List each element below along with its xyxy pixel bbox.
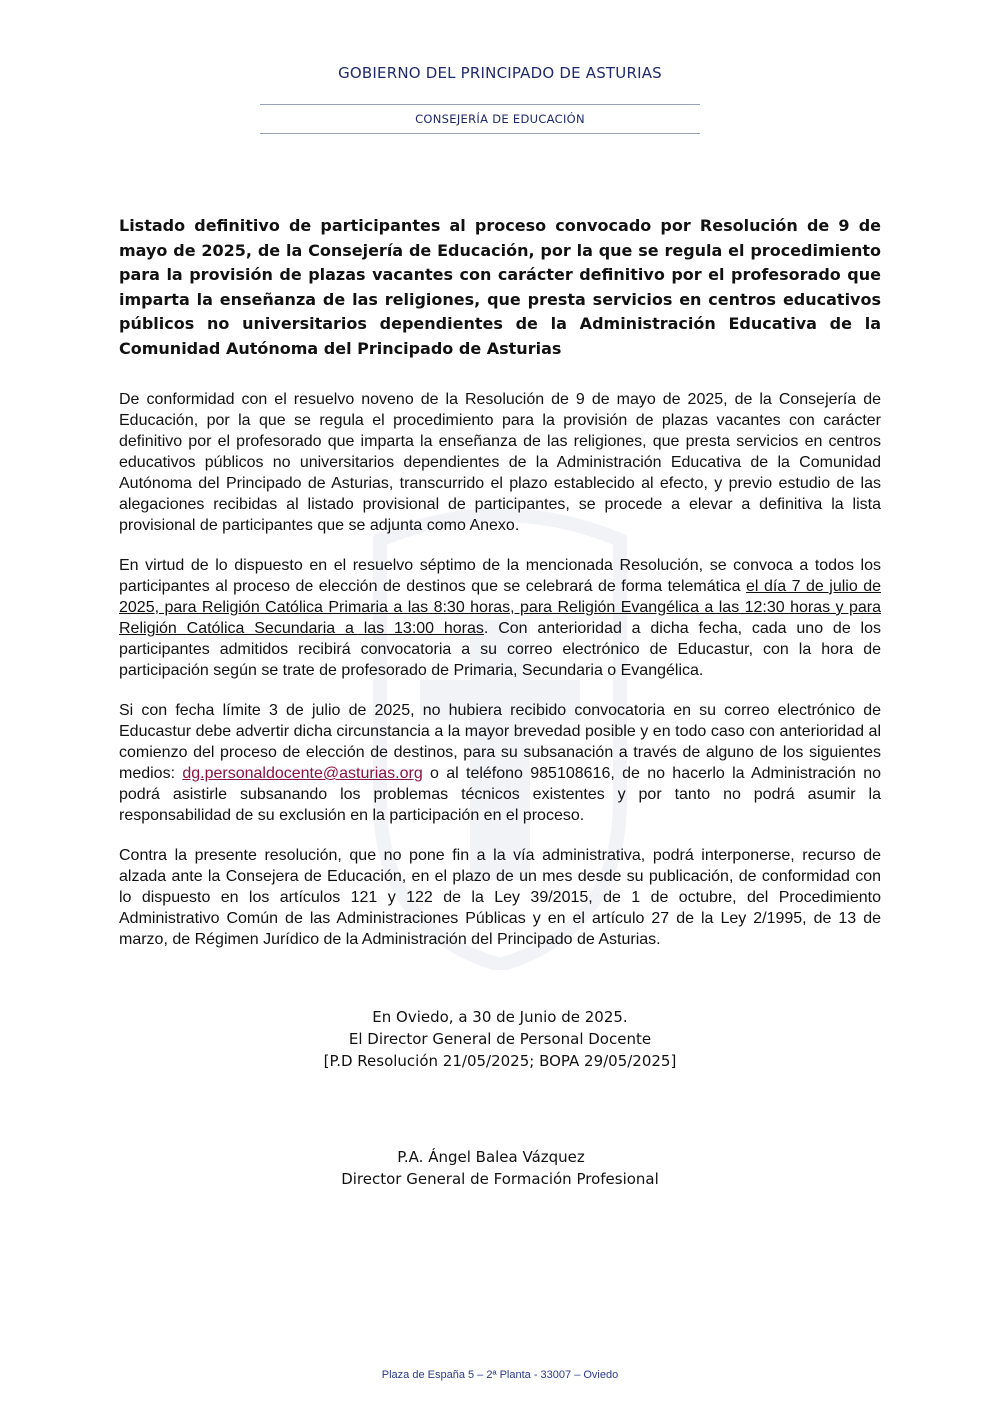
signer-role: Director General de Formación Profesional (341, 1170, 659, 1188)
header-rule-top (260, 104, 700, 105)
document-body (119, 214, 881, 969)
footer-address: Plaza de España 5 – 2ª Planta - 33007 – Oviedo (381, 1369, 619, 1381)
signer-name: P.A. Ángel Balea Vázquez (397, 1148, 585, 1166)
paragraph-4: Contra la presente resolución, que no pone fin a la vía administrativa, podrá interponerse, recurso de alzada ante la Consejera de Educación, en el plazo de un mes desde su publicación, de conformidad con lo dispuesto en los artículos 121 y 122 de la Ley 39/2015, de 1 de octubre, del Procedimiento Administrativo Común de las Administraciones Públicas y en el artículo 27 de la Ley 2/1995, de 13 de marzo, de Régimen Jurídico de la Administración del Principado de Asturias. (119, 847, 881, 948)
paragraph-2 (119, 555, 881, 681)
signature-block (0, 1006, 1000, 1072)
place-date: En Oviedo, a 30 de Junio de 2025. (372, 1008, 628, 1026)
letterhead (0, 64, 1000, 82)
signatory-role: El Director General de Personal Docente (348, 1030, 652, 1048)
department-title: CONSEJERÍA DE EDUCACIÓN (415, 112, 585, 126)
header-rule-bottom (260, 133, 700, 134)
signer-block (0, 1146, 1000, 1190)
paragraph-3 (119, 700, 881, 826)
government-title: GOBIERNO DEL PRINCIPADO DE ASTURIAS (338, 64, 662, 82)
email-link[interactable]: dg.personaldocente@asturias.org (182, 765, 423, 782)
paragraph-3-intro: Si con fecha límite 3 de julio de 2025, no hubiera recibido convocatoria en su correo electrónico de Educastur debe advertir dicha circunstancia a la mayor brevedad posible y en todo caso con anterioridad al comienzo del proceso de elección de destinos, para su subsanación a través de alguno de los siguientes medios: (119, 702, 881, 782)
paragraph-3-rest: o al teléfono 985108616, de no hacerlo la Administración no podrá asistirle subsanando los problemas técnicos existentes y por tanto no podrá asumir la responsabilidad de su exclusión en la participación en el proceso. (119, 765, 882, 824)
paragraph-1: De conformidad con el resuelvo noveno de la Resolución de 9 de mayo de 2025, de la Consejería de Educación, por la que se regula el procedimiento para la provisión de plazas vacantes con carácter definitivo por el profesorado que imparta la enseñanza de las religiones, que presta servicios en centros educativos públicos no universitarios dependientes de la Administración Educativa de la Comunidad Autónoma del Principado de Asturias, transcurrido el plazo establecido al efecto, y previo estudio de las alegaciones recibidas al listado provisional de participantes, se procede a elevar a definitiva la lista provisional de participantes que se adjunta como Anexo. (119, 391, 881, 534)
schedule-underlined: el día 7 de julio de 2025, para Religión Católica Primaria a las 8:30 horas, para Religión Evangélica a las 12:30 horas y para Religión Católica Secundaria a las 13:00 horas (119, 578, 882, 637)
document-heading: Listado definitivo de participantes al proceso convocado por Resolución de 9 de mayo de 2025, de la Consejería de Educación, por la que se regula el procedimiento para la provisión de plazas vacantes con carácter definitivo por el profesorado que imparta la enseñanza de las religiones, que presta servicios en centros educativos públicos no universitarios dependientes de la Administración Educativa de la Comunidad Autónoma del Principado de Asturias (119, 216, 881, 358)
delegation-note: [P.D Resolución 21/05/2025; BOPA 29/05/2025] (323, 1052, 677, 1070)
paragraph-2-intro: En virtud de lo dispuesto en el resuelvo séptimo de la mencionada Resolución, se convoca a todos los participantes al proceso de elección de destinos que se celebrará de forma telemática (119, 557, 881, 595)
paragraph-2-rest: . Con anterioridad a dicha fecha, cada uno de los participantes admitidos recibirá convocatoria a su correo electrónico de Educastur, con la hora de participación según se trate de profesorado de Primaria, Secundaria o Evangélica. (119, 620, 881, 679)
